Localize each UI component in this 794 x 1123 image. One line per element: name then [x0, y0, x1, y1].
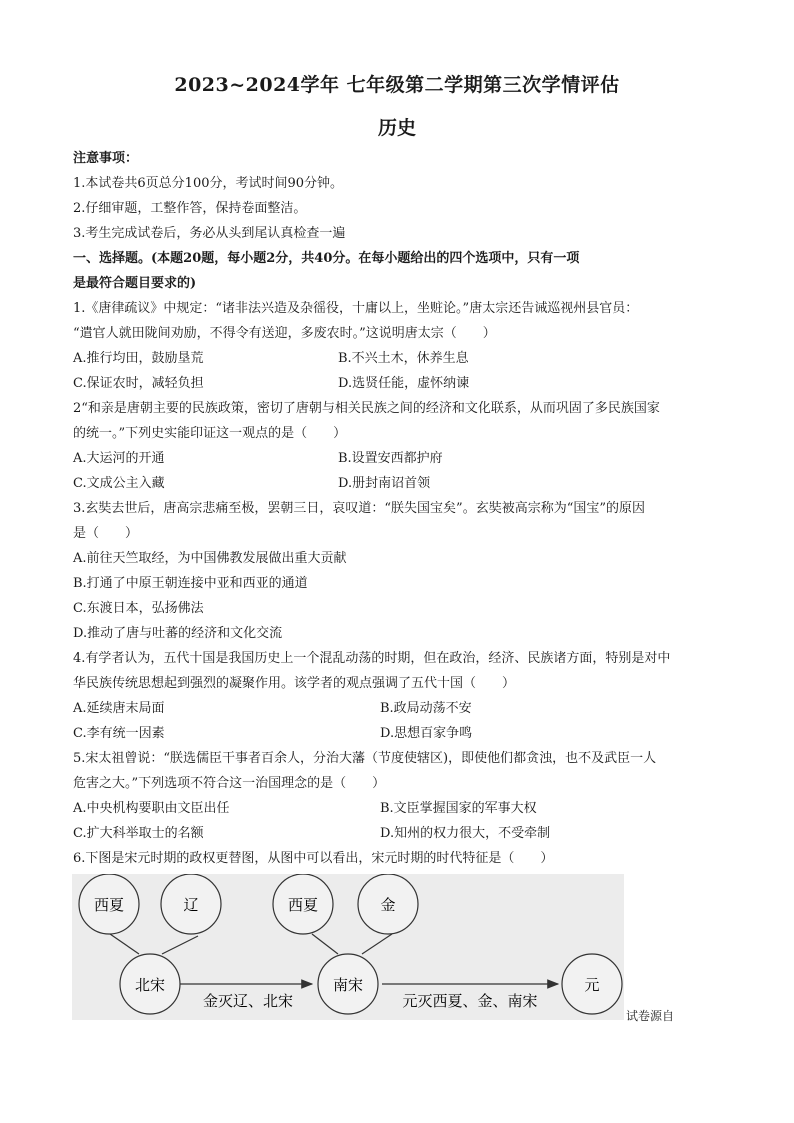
node-liao — [161, 874, 221, 934]
option-d[interactable]: D.册封南诏首领 — [338, 476, 431, 491]
question-stem: 是（ ） — [73, 526, 139, 541]
connector-jin-nansong — [362, 934, 392, 954]
question-stem: “遣官人就田陇间劝励，不得令有送迎，多废农时。”这说明唐太宗（ ） — [73, 326, 496, 341]
node-jin — [358, 874, 418, 934]
question-2 — [73, 396, 723, 496]
regime-succession-diagram — [72, 874, 624, 1020]
node-label: 金 — [380, 896, 396, 914]
node-beisong — [120, 954, 180, 1014]
question-stem: 6.下图是宋元时期的政权更替图，从图中可以看出，宋元时期的时代特征是（ ） — [73, 851, 554, 866]
question-4 — [73, 646, 723, 746]
arrow-label: 元灭西夏、金、南宋 — [402, 992, 538, 1010]
option-b[interactable]: B.设置安西都护府 — [338, 451, 443, 466]
section-heading: 一、选择题。(本题20题，每小题2分，共40分。在每小题给出的四个选项中，只有一项 — [73, 251, 580, 266]
question-stem: 1.《唐律疏议》中规定：“诸非法兴造及杂徭役，十庸以上，坐赃论。”唐太宗还告诫巡视州县官员： — [73, 301, 639, 316]
question-6 — [73, 846, 723, 871]
question-1 — [73, 296, 723, 396]
exam-subject: 历史 — [377, 117, 416, 139]
section-heading-cont: 是最符合题目要求的) — [73, 276, 197, 291]
node-nansong — [318, 954, 378, 1014]
option-c[interactable]: C.李有统一因素 — [73, 726, 165, 741]
option-row — [73, 821, 723, 846]
option-c[interactable]: C.保证农时，减轻负担 — [73, 376, 204, 391]
option-a[interactable]: A.延续唐末局面 — [73, 701, 165, 716]
node-xixia-2 — [273, 874, 333, 934]
option-b[interactable]: B.不兴土木，休养生息 — [338, 351, 469, 366]
notes-heading: 注意事项： — [73, 151, 139, 166]
diagram-svg — [72, 874, 624, 1020]
question-stem: 5.宋太祖曾说：“朕选儒臣干事者百余人，分治大藩（节度使辖区)，即使他们都贪浊，也不及武臣一人 — [73, 751, 657, 766]
option-d[interactable]: D.思想百家争鸣 — [380, 726, 473, 741]
option-c[interactable]: C.东渡日本，弘扬佛法 — [73, 601, 204, 616]
option-a[interactable]: A.中央机构要职由文臣出任 — [73, 801, 230, 816]
question-stem: 危害之大。”下列选项不符合这一治国理念的是（ ） — [73, 776, 386, 791]
option-b[interactable]: B.打通了中原王朝连接中亚和西亚的通道 — [73, 576, 308, 591]
node-label: 西夏 — [93, 896, 125, 914]
option-row — [73, 371, 723, 396]
question-3 — [73, 496, 723, 646]
connector-liao-beisong — [162, 936, 198, 954]
option-c[interactable]: C.扩大科举取士的名额 — [73, 826, 204, 841]
connector-xixia-beisong — [110, 934, 139, 954]
option-d[interactable]: D.知州的权力很大，不受牵制 — [380, 826, 551, 841]
question-stem: 华民族传统思想起到强烈的凝聚作用。该学者的观点强调了五代十国（ ） — [73, 676, 516, 691]
note-item: 2.仔细审题，工整作答，保持卷面整洁。 — [73, 201, 307, 216]
question-stem: 的统一。”下列史实能印证这一观点的是（ ） — [73, 426, 347, 441]
node-yuan — [562, 954, 622, 1014]
node-label: 西夏 — [287, 896, 319, 914]
option-b[interactable]: B.文臣掌握国家的军事大权 — [380, 801, 537, 816]
watermark-text: 试卷源自 — [626, 1009, 675, 1023]
question-stem: 4.有学者认为，五代十国是我国历史上一个混乱动荡的时期，但在政治，经济、民族诸方面，特别是对中 — [73, 651, 671, 666]
option-b[interactable]: B.政局动荡不安 — [380, 701, 472, 716]
option-d[interactable]: D.推动了唐与吐蕃的经济和文化交流 — [73, 626, 283, 641]
option-row — [73, 446, 723, 471]
option-a[interactable]: A.推行均田，鼓励垦荒 — [73, 351, 204, 366]
node-xixia-1 — [79, 874, 139, 934]
option-c[interactable]: C.文成公主入藏 — [73, 476, 165, 491]
option-a[interactable]: A.前往天竺取经，为中国佛教发展做出重大贡献 — [73, 551, 347, 566]
option-row — [73, 796, 723, 821]
question-stem: 3.玄奘去世后，唐高宗悲痛至极，罢朝三日，哀叹道：“朕失国宝矣”。玄奘被高宗称为“国宝”的原因 — [73, 501, 645, 516]
arrow-label: 金灭辽、北宋 — [202, 992, 294, 1010]
option-row — [73, 696, 723, 721]
option-row — [73, 721, 723, 746]
node-label: 辽 — [183, 896, 199, 914]
note-item: 1.本试卷共6页总分100分，考试时间90分钟。 — [73, 176, 344, 191]
option-row — [73, 346, 723, 371]
option-d[interactable]: D.选贤任能，虚怀纳谏 — [338, 376, 470, 391]
node-label: 元 — [584, 976, 600, 994]
connector-xixia-nansong — [312, 934, 338, 954]
exam-content — [73, 146, 723, 871]
exam-title: 2023~2024学年 七年级第二学期第三次学情评估 — [174, 74, 620, 96]
note-item: 3.考生完成试卷后，务必从头到尾认真检查一遍 — [73, 226, 346, 241]
option-a[interactable]: A.大运河的开通 — [73, 451, 165, 466]
question-stem: 2“和亲是唐朝主要的民族政策，密切了唐朝与相关民族之间的经济和文化联系，从而巩固了多民族国家 — [73, 401, 660, 416]
node-label: 北宋 — [134, 976, 166, 994]
option-row — [73, 471, 723, 496]
node-label: 南宋 — [332, 976, 364, 994]
question-5 — [73, 746, 723, 846]
